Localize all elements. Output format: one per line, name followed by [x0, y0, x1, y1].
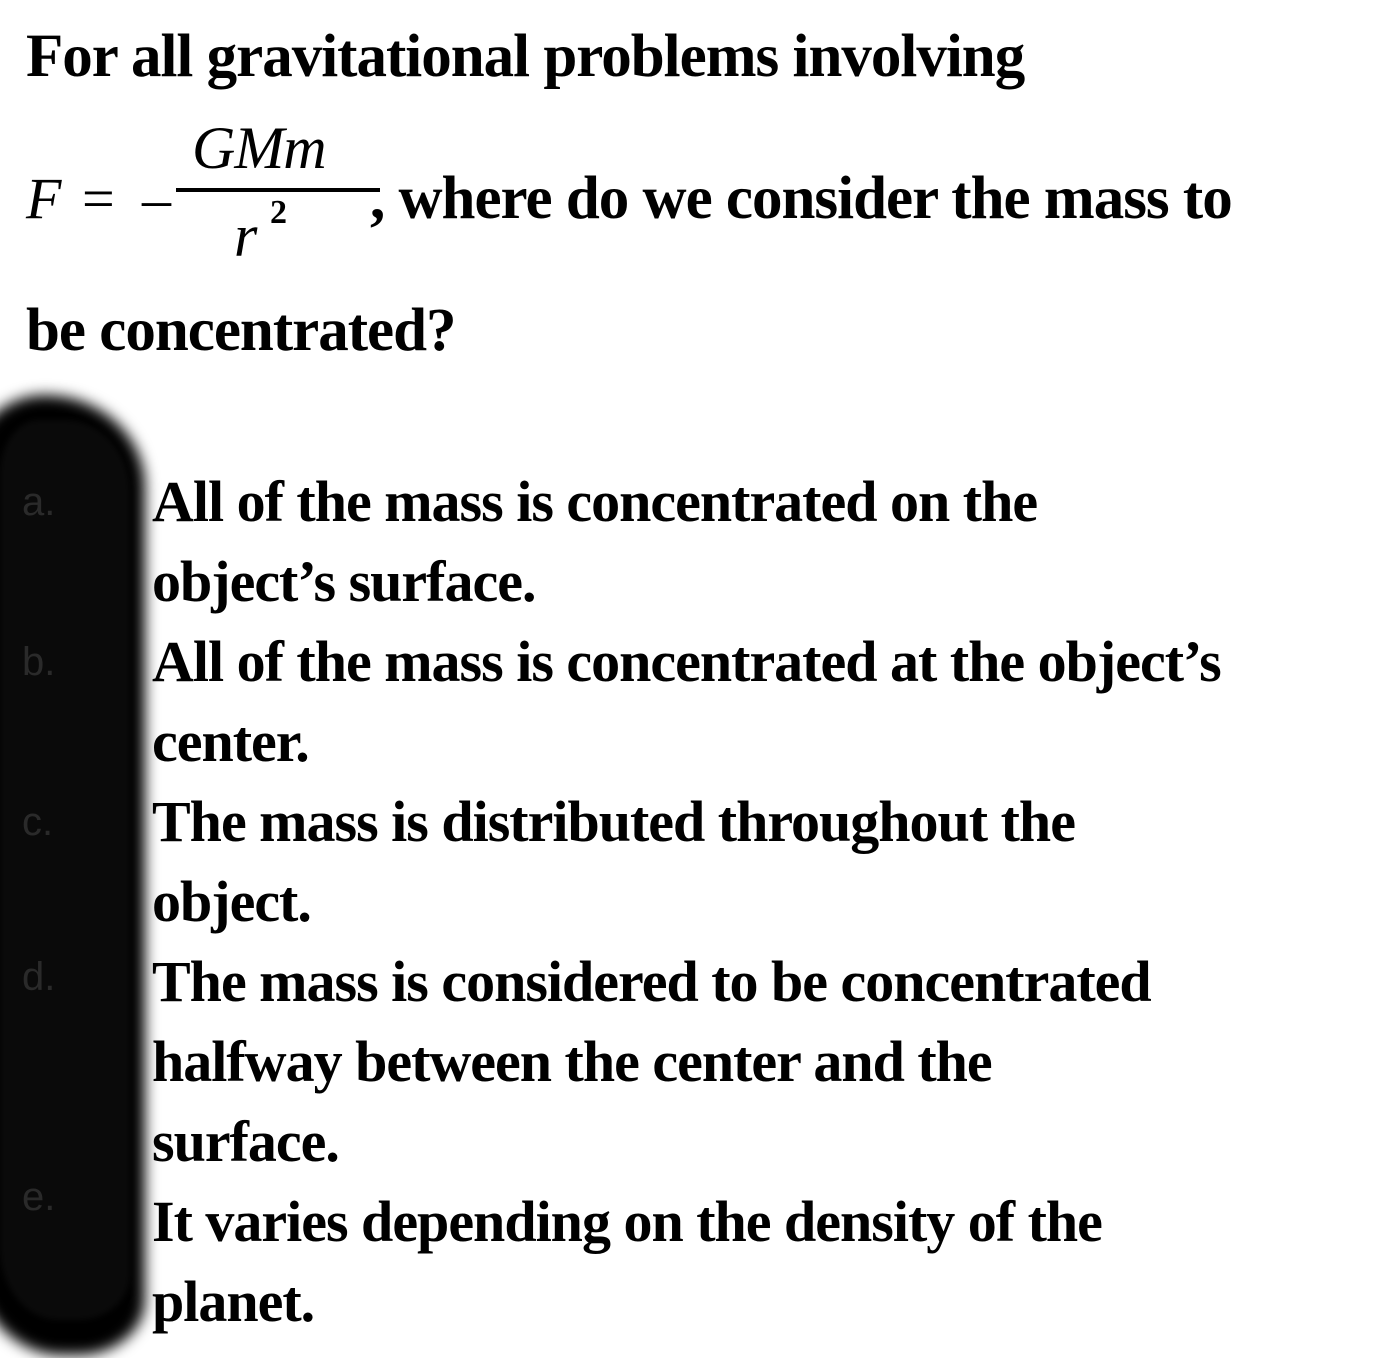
question-line-1: For all gravitational problems involving [26, 23, 1025, 90]
answer-option-text: It varies depending on the density of the planet. [152, 1189, 1102, 1334]
formula-minus-sign: – [142, 166, 171, 231]
redaction-smudge-core [0, 420, 130, 1320]
answer-option-text: The mass is distributed throughout the object. [152, 789, 1075, 934]
question-line-3: be concentrated? [26, 297, 456, 364]
formula-equals-sign: = [82, 166, 115, 231]
option-letter-b: b. [22, 640, 56, 684]
answer-option-d[interactable] [152, 942, 1381, 1182]
answer-option-text: The mass is considered to be concentrated halfway between the center and the surface. [152, 949, 1151, 1174]
answer-option-c[interactable] [152, 782, 1381, 942]
answer-option-e[interactable] [152, 1182, 1381, 1342]
formula-exponent: 2 [270, 194, 287, 231]
answer-option-b[interactable] [152, 622, 1381, 782]
option-letter-e: e. [22, 1175, 56, 1219]
formula-fraction-bar [176, 188, 380, 192]
question-line-2: , where do we consider the mass to [370, 165, 1232, 232]
formula-numerator: GMm [192, 115, 326, 181]
answer-option-a[interactable] [152, 462, 1381, 622]
answer-option-text: All of the mass is concentrated on the object’s surface. [152, 469, 1038, 614]
formula-denominator: r [234, 203, 258, 269]
option-letter-c: c. [22, 800, 54, 844]
answer-options-list [152, 462, 1381, 1342]
option-letter-a: a. [22, 480, 56, 524]
formula-force-symbol: F [26, 166, 62, 231]
option-letter-d: d. [22, 955, 56, 999]
answer-option-text: All of the mass is concentrated at the object’s center. [152, 629, 1221, 774]
gravity-formula [26, 115, 1366, 288]
